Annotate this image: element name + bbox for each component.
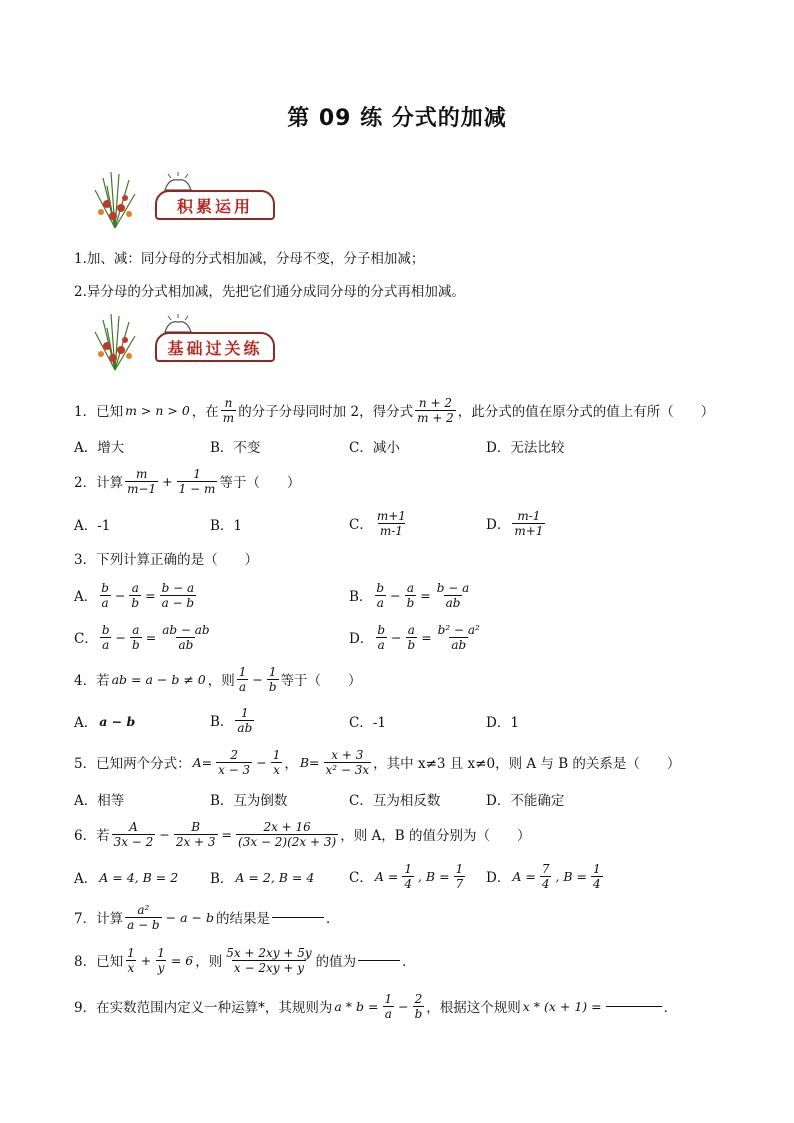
section-banner-basic [85,310,275,366]
question-2: 2．计算 $\frac{m}{m-1}$ + $\frac{1}{1 - m}$ 等于（ ） [74,466,301,496]
question-9: 9．在实数范围内定义一种运算*，其规则为 a * b = $\frac{1}{a}$ − $\frac{2}{b}$ ，根据这个规则 x * (x + 1) = ． [74,991,678,1021]
q5-option-b: B．互为倒数 [210,793,288,809]
q1-option-b: B．不变 [210,440,261,456]
q4-option-d: D．1 [486,715,519,731]
question-1: 1．已知 m > n > 0 ，在 $\frac{n}{m}$ 的分子分母同时加 2，得分式 $\frac{n + 2}{m + 2}$ ，此分式的值在原分式的值上有所（ ） [74,395,715,425]
q3-option-c: C． $\frac{b}{a}$ − $\frac{a}{b}$ = $\frac{ab - ab}{ab}$ [74,622,210,652]
q5-option-c: C．互为相反数 [349,793,441,809]
q1-option-d: D．无法比较 [486,440,565,456]
answer-blank[interactable] [272,917,324,918]
q6-option-c: C． A = $\frac{1}{4}$ , B = $\frac{1}{7}$ [349,861,464,891]
q6-option-d: D． A = $\frac{7}{4}$ , B = $\frac{1}{4}$ [486,861,601,891]
q1-option-a: A．增大 [74,440,125,456]
section-label: 积累运用 [155,190,275,220]
question-6: 6．若 $\frac{A}{3x - 2}$ − $\frac{B}{2x + 3}$ = $\frac{2x + 16}{(3x - 2)(2x + 3)}$ ，则 A，B 的值分别为（ ） [74,819,531,849]
q1-option-c: C．减小 [349,440,400,456]
q4-option-b: B． $\frac{1}{ab}$ [210,705,253,735]
q4-option-c: C．-1 [349,715,386,731]
answer-blank[interactable] [606,1006,662,1007]
question-4: 4．若 ab = a − b ≠ 0 ，则 $\frac{1}{a}$ − $\frac{1}{b}$ 等于（ ） [74,664,362,694]
note-2: 2.异分母的分式相加减，先把它们通分成同分母的分式再相加减。 [74,284,465,300]
flower-icon [85,310,145,372]
note-1: 1.加、减：同分母的分式相加减，分母不变，分子相加减； [74,251,425,267]
fraction: $\frac{1}{1 - m}$ [178,466,216,496]
fraction: $\frac{m-1}{m+1}$ [514,508,544,538]
answer-blank[interactable] [358,960,400,961]
sun-cloud-icon [163,314,193,334]
q5-option-d: D．不能确定 [486,793,565,809]
sun-cloud-icon [163,172,193,192]
question-7: 7．计算 $\frac{\text{a²}}{a - b}$ − a − b 的结果是 ． [74,902,340,932]
q3-option-b: B． $\frac{b}{a}$ − $\frac{a}{b}$ = $\frac{b - a}{ab}$ [349,580,470,610]
q5-option-a: A．相等 [74,793,125,809]
question-8: 8．已知 $\frac{1}{x}$ + $\frac{1}{y}$ = 6 ，则 $\frac{5x + 2xy + 5y}{x - 2xy + y}$ 的值为 ． [74,945,416,975]
fraction: $\frac{n + 2}{m + 2}$ [417,395,454,425]
q4-option-a: A． a − b [74,713,136,731]
q3-option-d: D． $\frac{b}{a}$ − $\frac{a}{b}$ = $\frac{\text{b² − a²}}{ab}$ [349,622,480,652]
section-banner-accumulate [85,168,275,224]
question-3: 3．下列计算正确的是（ ） [74,552,259,568]
q2-option-c: C． $\frac{m+1}{m-1}$ [349,508,406,538]
fraction: $\frac{n}{m}$ [222,395,235,425]
q6-option-a: A． A = 4, B = 2 [74,869,179,887]
fraction: $\frac{m+1}{m-1}$ [376,508,406,538]
q2-option-a: A．-1 [74,518,111,534]
flower-icon [85,168,145,230]
question-5: 5．已知两个分式： A= $\frac{2}{x - 3}$ − $\frac{1}{x}$ ， B= $\frac{x + 3}{\text{x² − 3x}}$ ，其中 x≠3 且 x≠0，则 A 与 B 的关系是（ ） [74,747,681,777]
section-label: 基础过关练 [155,332,275,362]
page-title: 第 09 练 分式的加减 [287,106,507,131]
q3-option-a: A． $\frac{b}{a}$ − $\frac{a}{b}$ = $\frac{b - a}{a - b}$ [74,580,195,610]
q6-option-b: B． A = 2, B = 4 [210,869,315,887]
fraction: $\frac{m}{m-1}$ [127,466,157,496]
q2-option-d: D． $\frac{m-1}{m+1}$ [486,508,544,538]
q2-option-b: B．1 [210,518,243,534]
